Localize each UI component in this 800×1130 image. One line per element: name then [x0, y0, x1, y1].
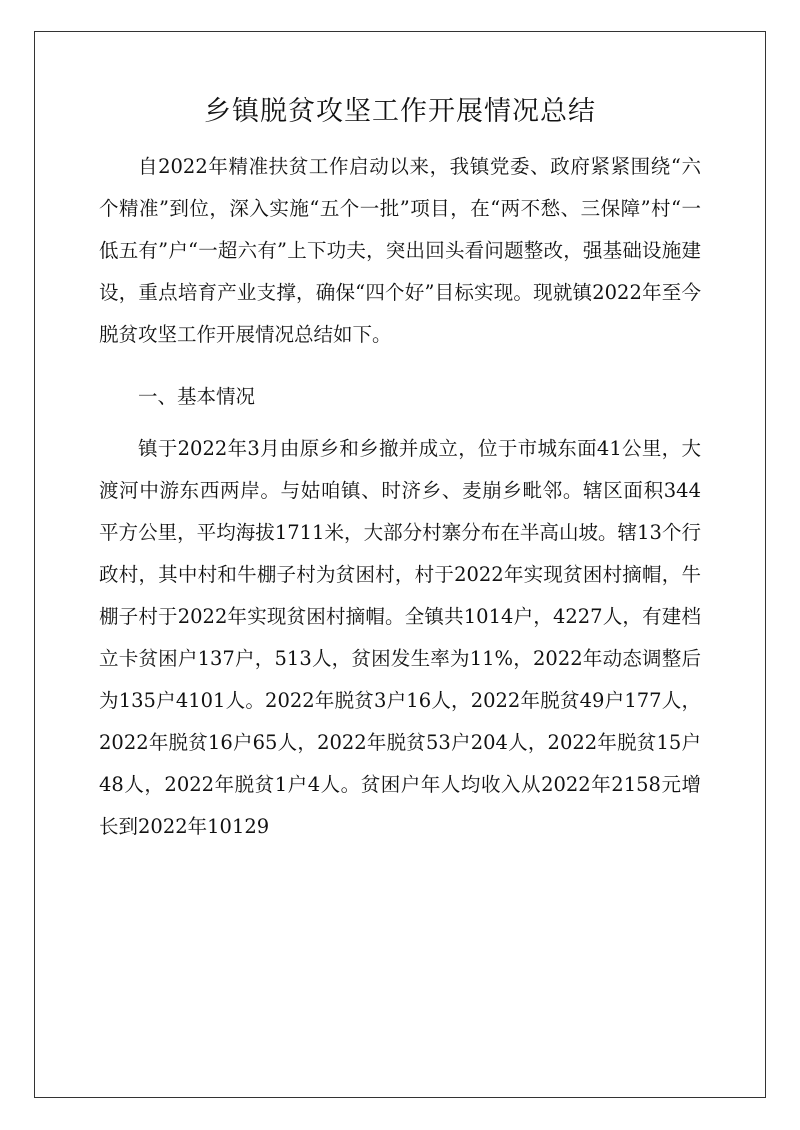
section-basic-paragraph: 镇于2022年3月由原乡和乡撤并成立，位于市城东面41公里，大渡河中游东西两岸。与姑咱镇、时济乡、麦崩乡毗邻。辖区面积344平方公里，平均海拔1711米，大部分村寨分布在半高山坡。辖13个行政村，其中村和牛棚子村为贫困村，村于2022年实现贫困村摘帽，牛棚子村于2022年实现贫困村摘帽。全镇共1014户，4227人，有建档立卡贫困户137户，513人，贫困发生率为11%，2022年动态调整后为135户4101人。2022年脱贫3户16人，2022年脱贫49户177人，2022年脱贫16户65人，2022年脱贫53户204人，2022年脱贫15户48人，2022年脱贫1户4人。贫困户年人均收入从2022年2158元增长到2022年10129	[99, 437, 701, 838]
document-body	[99, 92, 701, 848]
section-heading-basic: 一、基本情况	[138, 385, 256, 408]
intro-paragraph: 自2022年精准扶贫工作启动以来，我镇党委、政府紧紧围绕“六个精准”到位，深入实施“五个一批”项目，在“两不愁、三保障”村“一低五有”户“一超六有”上下功夫，突出回头看问题整改，强基础设施建设，重点培育产业支撑，确保“四个好”目标实现。现就镇2022年至今脱贫攻坚工作开展情况总结如下。	[99, 155, 701, 346]
spacer	[99, 356, 701, 366]
document-title: 乡镇脱贫攻坚工作开展情况总结	[204, 96, 596, 127]
